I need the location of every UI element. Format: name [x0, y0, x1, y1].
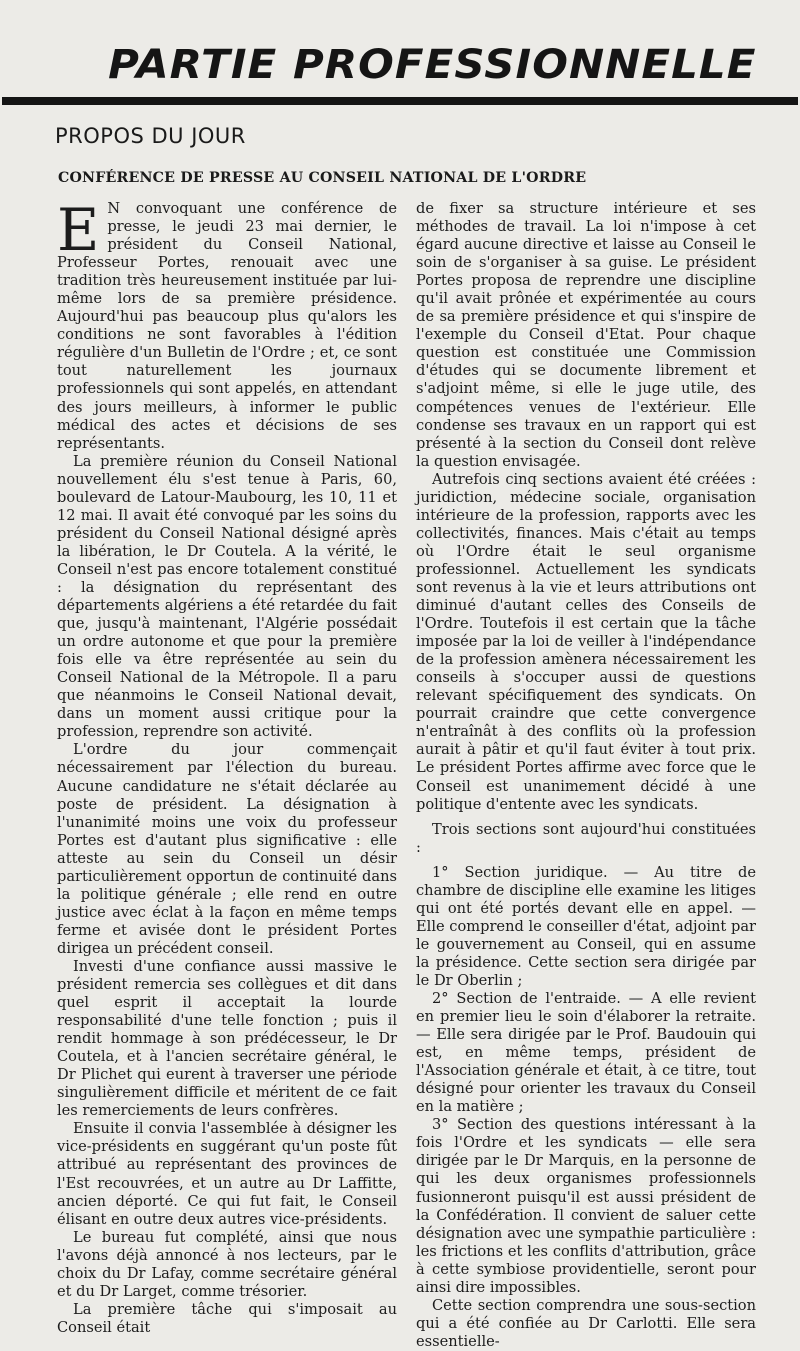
paragraph-text: N convoquant une conférence de presse, le jeudi 23 mai dernier, le président du Conseil National, Professeur Portes, renouait avec une tradition très heureusement instituée par lui-même lors de sa première présidence. Aujourd'hui pas beaucoup plus qu'alors les conditions ne sont favorables à l'édition régulière d'un Bulletin de l'Ordre ; et, ce sont tout naturellement les journaux professionnels qui sont appelés, en attendant des jours meilleurs, à informer le public médical des actes et décisions de ses représentants.	[57, 200, 397, 452]
article-paragraph: 1° Section juridique. — Au titre de chambre de discipline elle examine les litiges qui ont été portés devant elle en appel. — Elle comprend le conseiller d'état, adjoint par le gouvernement au Conseil, qui en assume la présidence. Cette section sera dirigée par le Dr Oberlin ;	[416, 863, 756, 989]
masthead-rule	[2, 97, 798, 105]
article-column-right	[416, 200, 756, 1351]
article-paragraph: La première réunion du Conseil National nouvellement élu s'est tenue à Paris, 60, boulevard de Latour-Maubourg, les 10, 11 et 12 mai. Il avait été convoqué par les soins du président du Conseil National désigné après la libération, le Dr Coutela. A la vérité, le Conseil n'est pas encore totalement constitué : la désignation du représentant des départements algériens a été retardée du fait que, jusqu'à maintenant, l'Algérie possédait un ordre autonome et que pour la première fois elle va être représentée au sein du Conseil National de la Métropole. Il a paru que néanmoins le Conseil National devait, dans un moment aussi critique pour la profession, reprendre son activité.	[57, 452, 397, 741]
article-paragraph: 3° Section des questions intéressant à la fois l'Ordre et les syndicats — elle sera dirigée par le Dr Marquis, en la personne de qui les deux organismes professionnels fusionneront puisqu'il est aussi président de la Confédération. Il convient de saluer cette désignation avec une sympathie particulière : les frictions et les conflits d'attribution, grâce à cette symbiose providentielle, seront pour ainsi dire impossibles.	[416, 1116, 756, 1296]
masthead-title: PARTIE PROFESSIONNELLE	[107, 42, 756, 88]
article-paragraph: Le bureau fut complété, ainsi que nous l'avons déjà annoncé à nos lecteurs, par le choix du Dr Lafay, comme secrétaire général et du Dr Larget, comme trésorier.	[57, 1228, 397, 1300]
article-paragraph: 2° Section de l'entraide. — A elle revient en premier lieu le soin d'élaborer la retraite. — Elle sera dirigée par le Prof. Baudouin qui est, en même temps, président de l'Association générale et était, à ce titre, tout désigné pour orienter les travaux du Conseil en la matière ;	[416, 990, 756, 1116]
article-paragraph: Cette section comprendra une sous-section qui a été confiée au Dr Carlotti. Elle sera essentielle-	[416, 1296, 756, 1350]
article-paragraph	[57, 196, 397, 453]
section-title: PROPOS DU JOUR	[55, 124, 246, 148]
masthead	[0, 38, 800, 98]
article-paragraph: de fixer sa structure intérieure et ses méthodes de travail. La loi n'impose à cet égard aucune directive et laisse au Conseil le soin de s'organiser à sa guise. Le président Portes proposa de reprendre une discipline qu'il avait prônée et expérimentée au cours de sa première présidence et qui s'inspire de l'exemple du Conseil d'Etat. Pour chaque question est constituée une Commission d'études qui se documente librement et s'adjoint même, si elle le juge utile, des compétences venues de l'extérieur. Elle condense ses travaux en un rapport qui est présenté à la section du Conseil dont relève la question envisagée.	[416, 200, 756, 470]
article-paragraph: Trois sections sont aujourd'hui constituées :	[416, 820, 756, 856]
article-headline: CONFÉRENCE DE PRESSE AU CONSEIL NATIONAL DE L'ORDRE	[58, 170, 587, 186]
article-paragraph: Autrefois cinq sections avaient été créées : juridiction, médecine sociale, organisation intérieure de la profession, rapports avec les collectivités, finances. Mais c'était au temps où l'Ordre était le seul organisme professionnel. Actuellement les syndicats sont revenus à la vie et leurs attributions ont diminué d'autant celles des Conseils de l'Ordre. Toutefois il est certain que la tâche imposée par la loi de veiller à l'indépendance de la profession amènera nécessairement les conseils à s'occuper aussi de questions relevant spécifiquement des syndicats. On pourrait craindre que cette convergence n'entraînât à des conflits où la profession aurait à pâtir et qu'il faut éviter à tout prix. Le président Portes affirme avec force que le Conseil est unanimement décidé à une politique d'entente avec les syndicats.	[416, 470, 756, 813]
article-paragraph: Investi d'une confiance aussi massive le président remercia ses collègues et dit dans quel esprit il acceptait la lourde responsabilité d'une telle fonction ; puis il rendit hommage à son prédécesseur, le Dr Coutela, et à l'ancien secrétaire général, le Dr Plichet qui eurent à traverser une période singulièrement difficile et méritent de ce fait les remerciements de leurs confrères.	[57, 957, 397, 1120]
article-paragraph: Ensuite il convia l'assemblée à désigner les vice-présidents en suggérant qu'un poste fût attribué au représentant des provinces de l'Est recouvrées, et un autre au Dr Laffitte, ancien déporté. Ce qui fut fait, le Conseil élisant en outre deux autres vice-présidents.	[57, 1120, 397, 1228]
article-column-left	[57, 196, 397, 1337]
article-paragraph: L'ordre du jour commençait nécessairement par l'élection du bureau. Aucune candidature ne s'était déclarée au poste de président. La désignation à l'unanimité moins une voix du professeur Portes est d'autant plus significative : elle atteste au sein du Conseil un désir particulièrement opportun de continuité dans la politique générale ; elle rend en outre justice avec éclat à la façon en même temps ferme et avisée dont le président Portes dirigea un précédent conseil.	[57, 741, 397, 957]
article-paragraph: La première tâche qui s'imposait au Conseil était	[57, 1300, 397, 1336]
drop-cap: E	[57, 196, 100, 264]
